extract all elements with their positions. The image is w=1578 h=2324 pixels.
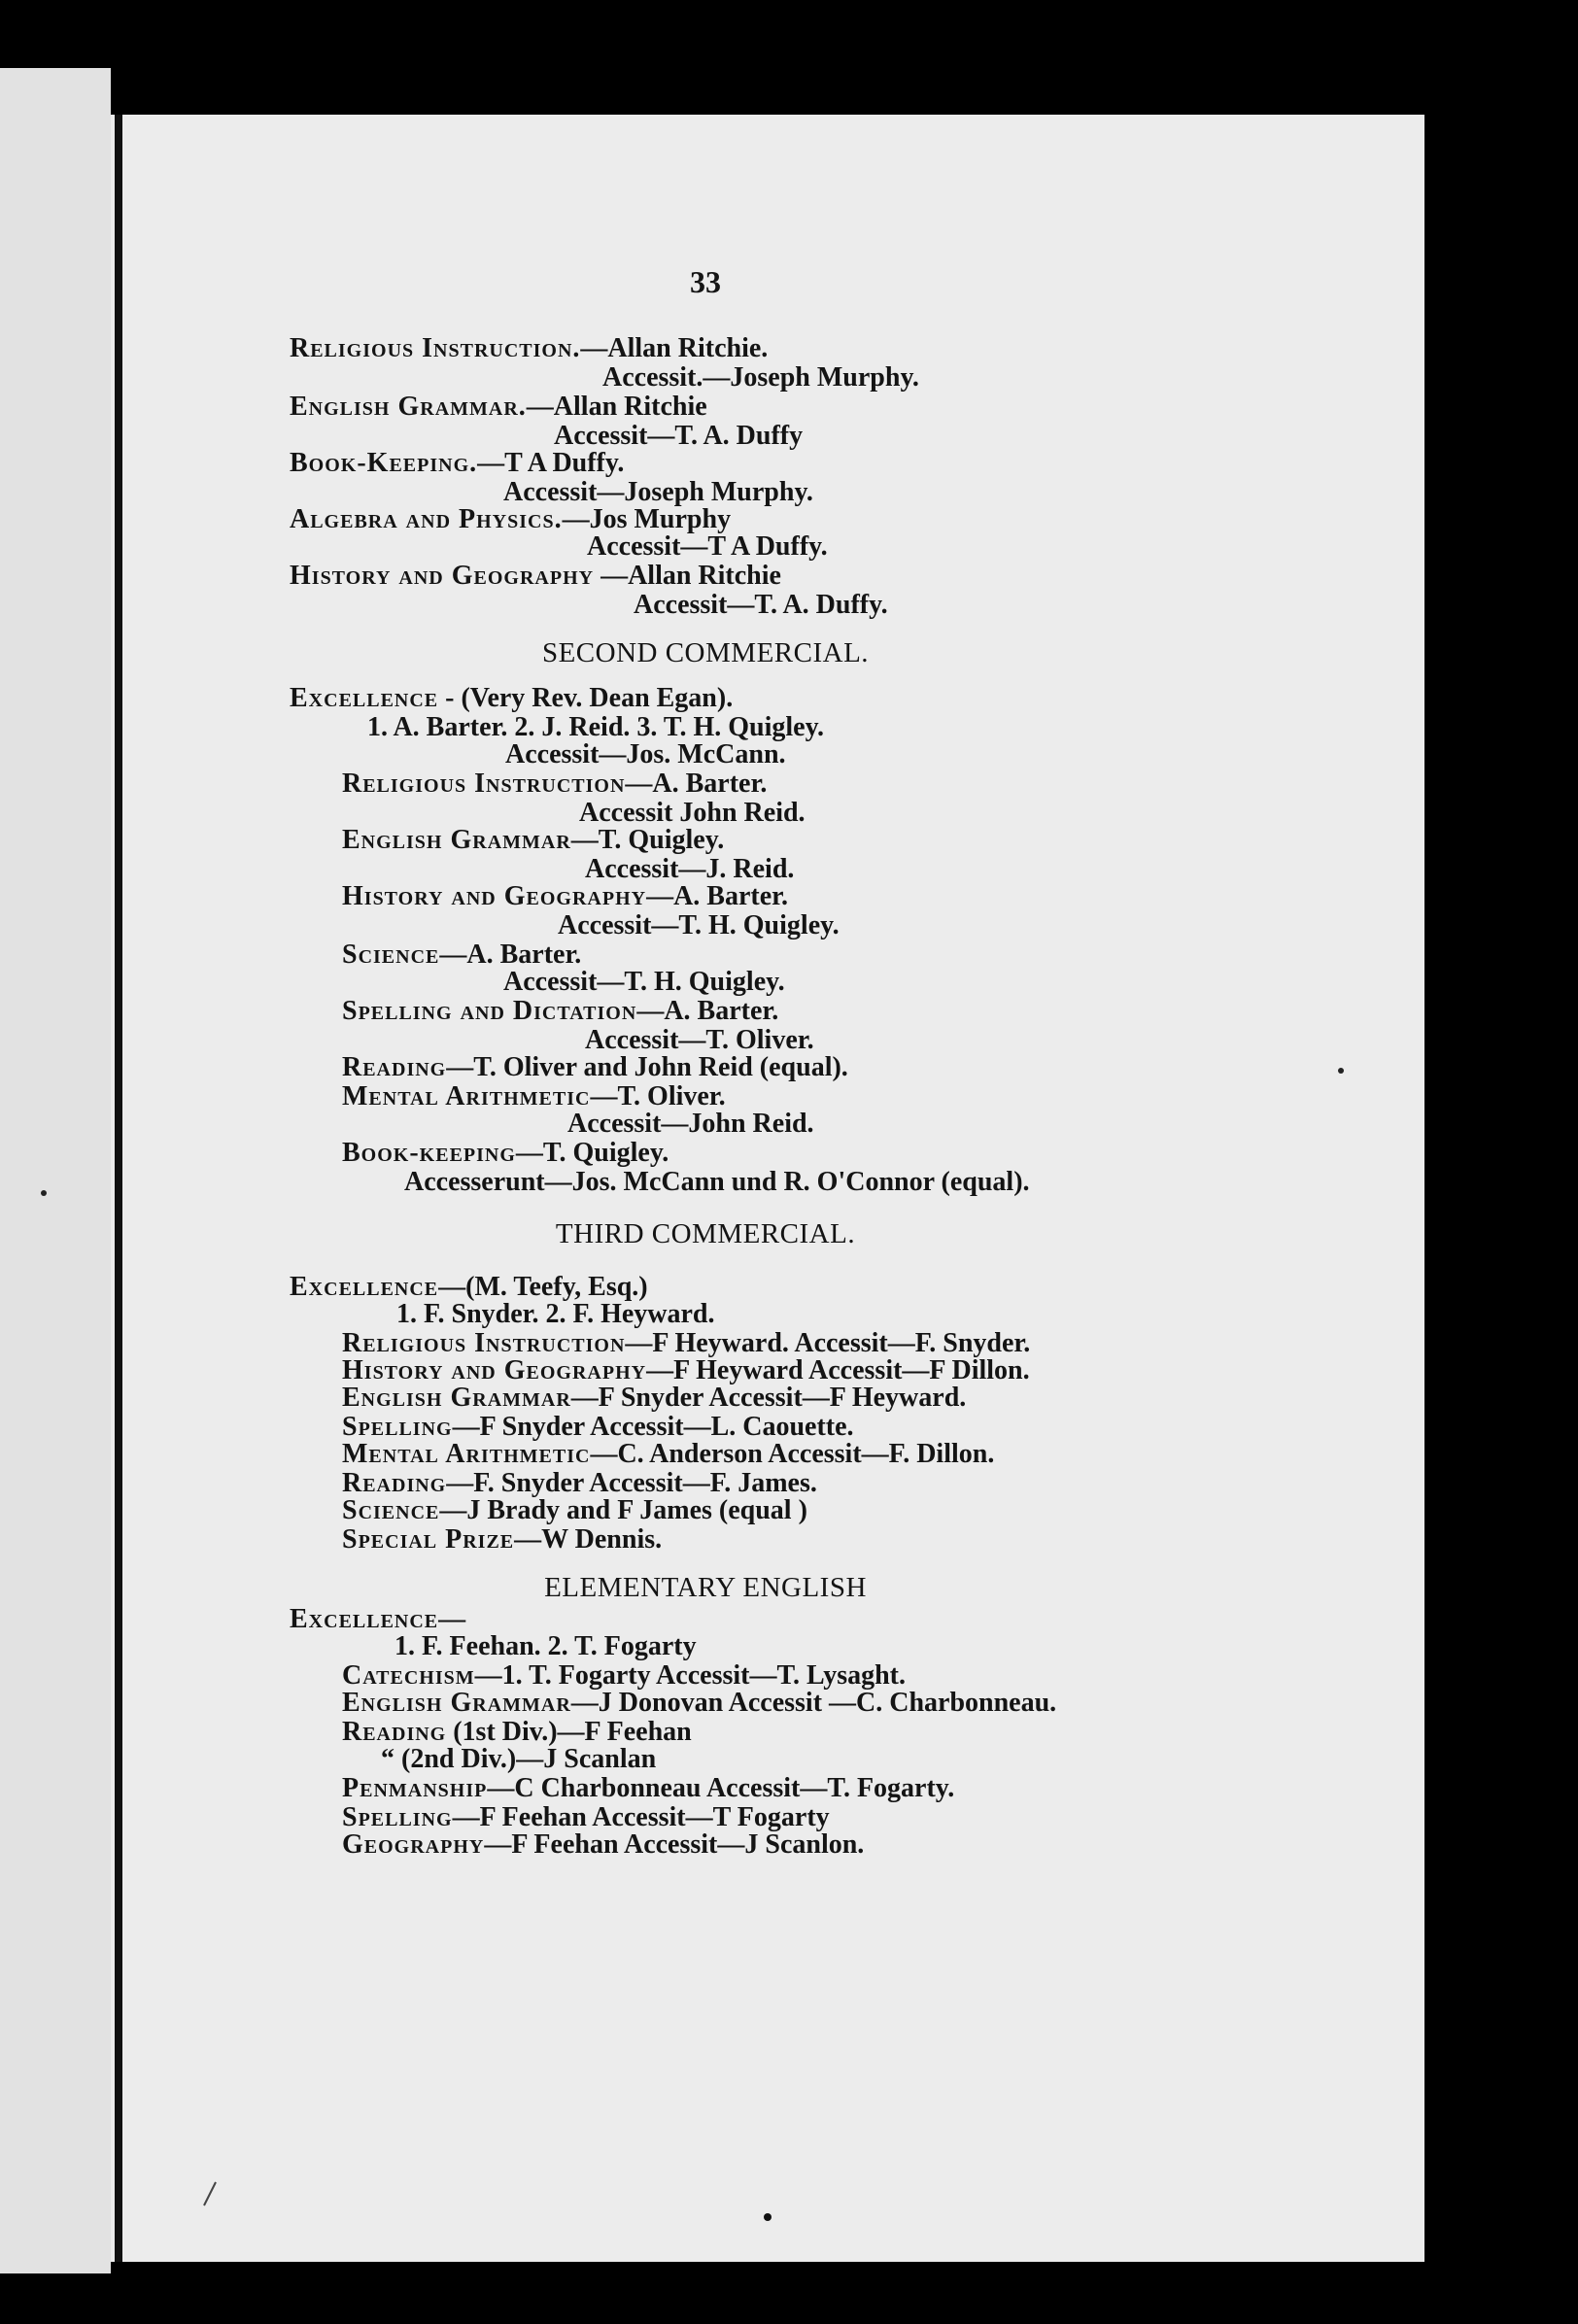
- entry-line: Religious Instruction—F Heyward. Accessit—F. Snyder.: [342, 1328, 1031, 1358]
- entry-line: Reading (1st Div.)—F Feehan: [342, 1717, 692, 1747]
- entry-line: Excellence—(M. Teefy, Esq.): [290, 1272, 648, 1302]
- entry-line: Reading—F. Snyder Accessit—F. James.: [342, 1468, 817, 1498]
- entry-line: Science—J Brady and F James (equal ): [342, 1495, 807, 1525]
- entry-line: Catechism—1. T. Fogarty Accessit—T. Lysaght.: [342, 1660, 906, 1691]
- page-number: 33: [690, 264, 721, 299]
- entry-line: Accessit—T. H. Quigley.: [558, 910, 840, 940]
- facing-page-edge: [0, 68, 111, 2273]
- entry-line: Spelling—F Feehan Accessit—T Fogarty: [342, 1802, 830, 1832]
- entry-line: Mental Arithmetic—T. Oliver.: [342, 1081, 726, 1111]
- entry-line: Excellence—: [290, 1604, 466, 1634]
- entry-line: Science—A. Barter.: [342, 940, 582, 970]
- section-heading: SECOND COMMERCIAL.: [541, 637, 870, 668]
- entry-line: Reading—T. Oliver and John Reid (equal).: [342, 1052, 848, 1082]
- entry-line: “ (2nd Div.)—J Scanlan: [381, 1744, 657, 1774]
- entry-line: Spelling—F Snyder Accessit—L. Caouette.: [342, 1412, 854, 1442]
- entry-line: Book-Keeping.—T A Duffy.: [290, 448, 625, 478]
- entry-line: Accessit—T A Duffy.: [587, 531, 828, 562]
- entry-line: Religious Instruction.—Allan Ritchie.: [290, 333, 769, 363]
- entry-line: English Grammar—J Donovan Accessit —C. Charbonneau.: [342, 1688, 1057, 1718]
- entry-line: Special Prize—W Dennis.: [342, 1524, 663, 1555]
- entry-line: Accessit—T. A. Duffy.: [634, 590, 888, 620]
- entry-line: Penmanship—C Charbonneau Accessit—T. Fogarty.: [342, 1773, 955, 1803]
- entry-line: Mental Arithmetic—C. Anderson Accessit—F. Dillon.: [342, 1439, 995, 1469]
- entry-line: Accessit—J. Reid.: [585, 854, 795, 884]
- entry-line: 1. F. Snyder. 2. F. Heyward.: [396, 1299, 715, 1329]
- entry-line: Spelling and Dictation—A. Barter.: [342, 996, 779, 1026]
- entry-line: Accessit.—Joseph Murphy.: [602, 362, 919, 393]
- entry-line: Religious Instruction—A. Barter.: [342, 769, 768, 799]
- entry-line: Accessit—T. Oliver.: [585, 1025, 814, 1055]
- entry-line: Excellence - (Very Rev. Dean Egan).: [290, 683, 734, 713]
- entry-line: Algebra and Physics.—Jos Murphy: [290, 504, 732, 534]
- entry-line: Accessit—T. A. Duffy: [554, 421, 804, 451]
- entry-line: History and Geography—F Heyward Accessit—F Dillon.: [342, 1355, 1030, 1385]
- entry-line: History and Geography —Allan Ritchie: [290, 561, 781, 591]
- entry-line: English Grammar—F Snyder Accessit—F Heyward.: [342, 1383, 967, 1413]
- entry-line: Book-keeping—T. Quigley.: [342, 1138, 669, 1168]
- entry-line: Accessit—Jos. McCann.: [505, 739, 786, 769]
- entry-line: 1. F. Feehan. 2. T. Fogarty: [394, 1631, 697, 1661]
- entry-line: Accessit John Reid.: [579, 798, 806, 828]
- page-gutter: [115, 115, 122, 2262]
- entry-line: Accessit—T. H. Quigley.: [503, 967, 785, 997]
- entry-line: Accessit—John Reid.: [567, 1109, 814, 1139]
- entry-line: English Grammar—T. Quigley.: [342, 825, 725, 855]
- entry-line: English Grammar.—Allan Ritchie: [290, 392, 707, 422]
- section-heading: THIRD COMMERCIAL.: [555, 1218, 856, 1249]
- entry-line: 1. A. Barter. 2. J. Reid. 3. T. H. Quigley.: [367, 712, 825, 742]
- entry-line: Geography—F Feehan Accessit—J Scanlon.: [342, 1829, 865, 1860]
- entry-line: History and Geography—A. Barter.: [342, 881, 789, 911]
- section-heading: ELEMENTARY ENGLISH: [544, 1572, 867, 1603]
- entry-line: Accesserunt—Jos. McCann und R. O'Connor (equal).: [404, 1167, 1030, 1197]
- entry-line: Accessit—Joseph Murphy.: [503, 477, 813, 507]
